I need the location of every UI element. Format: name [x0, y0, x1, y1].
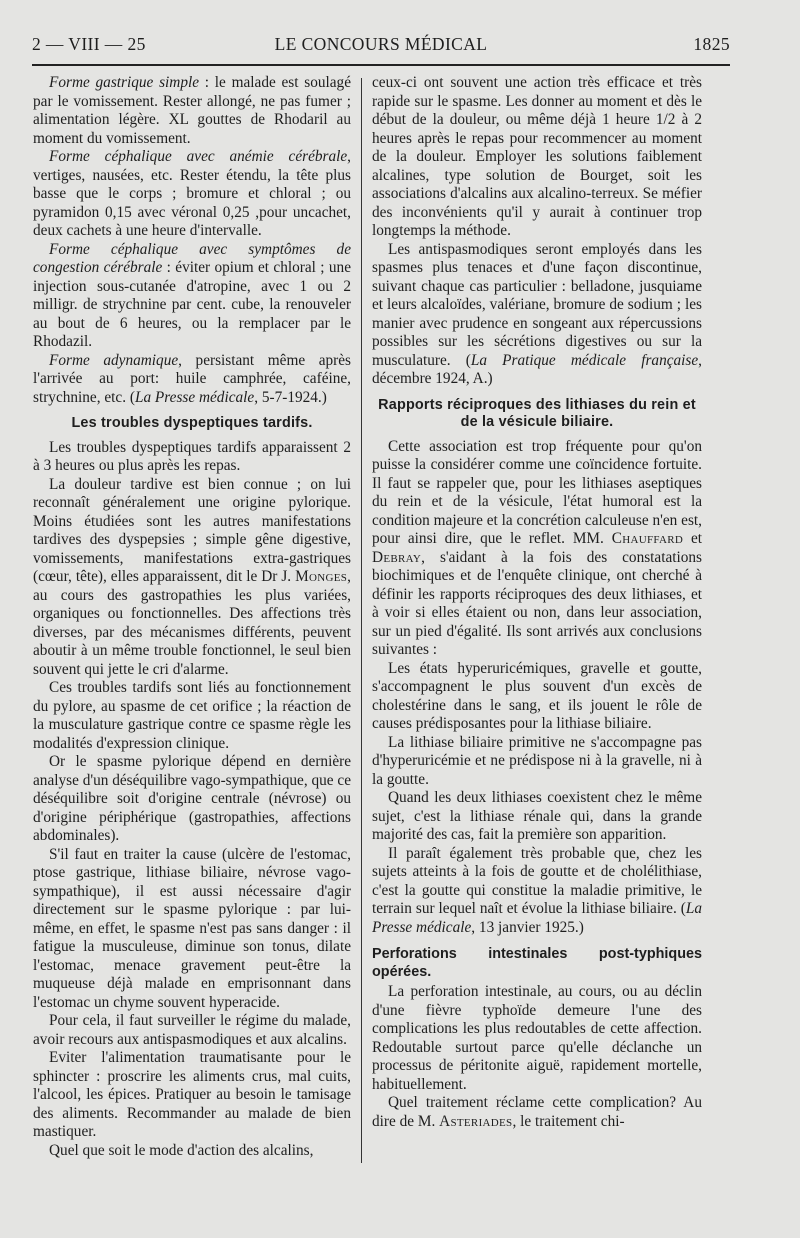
source-citation: La Pratique médicale française — [470, 351, 699, 369]
paragraph: Or le spasme pylorique dépend en dernière analyse d'un déséquilibre vago-sympathique, que ce déséquilibre soit d'origine centrale (névrose) ou d'origine périphérique (gastropathies, affections abdominales). — [33, 753, 351, 844]
left-column — [33, 74, 351, 1160]
paragraph: Cette association est trop fréquente pour qu'on puisse la considérer comme une coïncidence fortuite. Il faut se rappeler que, pour les lithiases aseptiques du rein et de la vésicule, l'état humoral est la condition majeure et la concrétion calculeuse n'en est, pour ainsi dire, que le reflet. MM. Chauffard et Debray, s'aidant à la fois des constatations biochimiques et de l'enquête clinique, ont cherché à définir les rapports réciproques des deux lithiases, et à voir si elles étaient ou non, dans leur association, sur un pied d'égalité. Ils sont arrivés aux conclusions suivantes : — [372, 437, 702, 658]
paragraph-continued: ceux-ci ont souvent une action très efficace et très rapide sur le spasme. Les donner au moment et dès le début de la douleur, ou même déjà 1 heure 1/2 à 2 heures après le repas pour recommencer au moment de la douleur. Employer les solutions faiblement alcalines, type solution de Bourget, soit les associations d'alcalins aux alcalino-terreux. Se méfier des inconvénients qu'il y aurait à continuer trop longtemps la méthode. — [372, 74, 702, 239]
source-citation: La Presse médicale — [134, 388, 255, 406]
section-heading-perforations: Perforations intestinales post-typhiques opérées. — [372, 946, 702, 980]
issue-date: 2 — VIII — 25 — [32, 34, 146, 54]
section-heading-lithiasis: Rapports réciproques des lithiases du rein et de la vésicule biliaire. — [378, 396, 696, 430]
paragraph-label: Forme gastrique simple — [49, 74, 200, 91]
paragraph-label: Forme céphalique avec symptômes de congestion cérébrale — [33, 240, 351, 276]
paragraph-gastric-form: Forme gastrique simple : le malade est soulagé par le vomissement. Rester allongé, ne pas fumer ; alimentation légère. XL gouttes de Rhodaril au moment du vomissement. — [33, 74, 351, 147]
paragraph: Les états hyperuricémiques, gravelle et goutte, s'accompagnent le plus souvent d'un excès de cholestérine dans le sang, et ils jouent le rôle de causes prédisposantes pour la lithiase biliaire. — [372, 659, 702, 732]
paragraph: Quand les deux lithiases coexistent chez le même sujet, c'est la lithiase rénale qui, dans la grande majorité des cas, fait la première son apparition. — [372, 789, 702, 843]
paragraph: Les troubles dyspeptiques tardifs apparaissent 2 à 3 heures ou plus après les repas. — [33, 438, 351, 474]
journal-title: LE CONCOURS MÉDICAL — [274, 34, 488, 54]
paragraph: Il paraît également très probable que, chez les sujets atteints à la fois de goutte et de cholélithiase, c'est la goutte qui constitue la maladie primitive, le terrain sur lequel naît et évolue la lithiase biliaire. (La Presse médicale, 13 janvier 1925.) — [372, 844, 702, 936]
right-column — [372, 74, 702, 1131]
header-rule — [32, 64, 730, 66]
page-number: 1825 — [693, 34, 730, 54]
paragraph: Quel que soit le mode d'action des alcalins, — [49, 1141, 314, 1159]
paragraph-cephalic-anemia: Forme céphalique avec anémie cérébrale, vertiges, nausées, etc. Rester étendu, la tête plus basse que le corps ; bromure et chloral ; ou pyramidon 0,15 avec véronal 0,25 ,pour uncachet, deux cachets à une heure d'intervalle. — [33, 148, 351, 239]
author-name: Asteriades — [439, 1112, 513, 1130]
paragraph: Pour cela, il faut surveiller le régime du malade, avoir recours aux antispasmodiques et aux alcalins. — [33, 1012, 351, 1048]
paragraph: S'il faut en traiter la cause (ulcère de l'estomac, ptose gastrique, lithiase biliaire, névrose vago-sympathique), il est aussi nécessaire d'agir directement sur le spasme pylorique : par lui-même, en effet, le spasme n'est pas sans danger : il fatigue la musculeuse, diminue son tonus, dilate l'estomac, menace gravement peut-être la muqueuse déjà malade en emprisonnant dans l'estomac un chyme souvent hyperacide. — [33, 845, 351, 1011]
author-name: Debray — [372, 548, 422, 566]
paragraph: Ces troubles tardifs sont liés au fonctionnement du pylore, au spasme de cet orifice ; la réaction de la musculature gastrique contre ce spasme règle les modalités d'expression clinique. — [33, 679, 351, 752]
section-heading-dyspeptic: Les troubles dyspeptiques tardifs. — [71, 415, 313, 431]
column-divider — [361, 78, 362, 1163]
author-name: Chauffard — [611, 530, 684, 547]
paragraph: Eviter l'alimentation traumatisante pour le sphincter : proscrire les aliments crus, mal cuits, l'alcool, les épices. Pratiquer au besoin le tamisage des aliments. Recommander au malade de bien mastiquer. — [33, 1049, 351, 1140]
paragraph: Quel traitement réclame cette complication? Au dire de M. Asteriades, le traitement chi- — [372, 1094, 702, 1130]
paragraph: La lithiase biliaire primitive ne s'accompagne pas d'hyperuricémie et ne prédispose ni à la gravelle, ni à la goutte. — [372, 733, 702, 788]
paragraph: La douleur tardive est bien connue ; on lui reconnaît généralement une origine pylorique. Moins étudiées sont les autres manifestations tardives des dyspepsies ; simple gêne digestive, vomissements, manifestations extra-gastriques (cœur, tête), elles apparaissent, dit le Dr J. Monges, au cours des gastropathies les plus variées, organiques ou fonctionnelles. Des affections très diverses, par des mécanismes différents, peuvent aboutir à un même trouble fonctionnel, le seul bien souvent qui jette le cri d'alarme. — [33, 475, 351, 678]
author-name: Monges — [295, 568, 348, 585]
paragraph-label: Forme céphalique avec anémie cérébrale — [49, 148, 348, 165]
paragraph: La perforation intestinale, au cours, ou au déclin d'une fièvre typhoïde demeure l'une des complications les plus redoutables de cette affection. Redoutable surtout parce qu'elle déclanche un processus de péritonite aiguë, rapidement mortelle, habituellement. — [372, 983, 702, 1093]
running-header — [32, 34, 730, 58]
source-citation: La Presse médicale — [372, 900, 702, 936]
paragraph: Les antispasmodiques seront employés dans les spasmes plus tenaces et d'une façon discontinue, suivant chaque cas particulier : belladone, jusquiame et leurs alcaloïdes, valériane, bromure de sodium ; les manier avec prudence en songeant aux répercussions possibles sur les sécrétions digestives ou sur la musculature. (La Pratique médicale française, décembre 1924, A.) — [372, 240, 702, 387]
paragraph-adynamic-form: Forme adynamique, persistant même après l'arrivée au port: huile camphrée, caféine, strychnine, etc. (La Presse médicale, 5-7-1924.) — [33, 351, 351, 406]
paragraph-cephalic-congestion: Forme céphalique avec symptômes de congestion cérébrale : éviter opium et chloral ; une injection sous-cutanée d'atropine, avec 1 ou 2 milligr. de strychnine par cent. cube, la renouveler au bout de 6 heures, ou la remplacer par le Rhodazil. — [33, 240, 351, 350]
paragraph-label: Forme adynamique — [49, 351, 179, 369]
